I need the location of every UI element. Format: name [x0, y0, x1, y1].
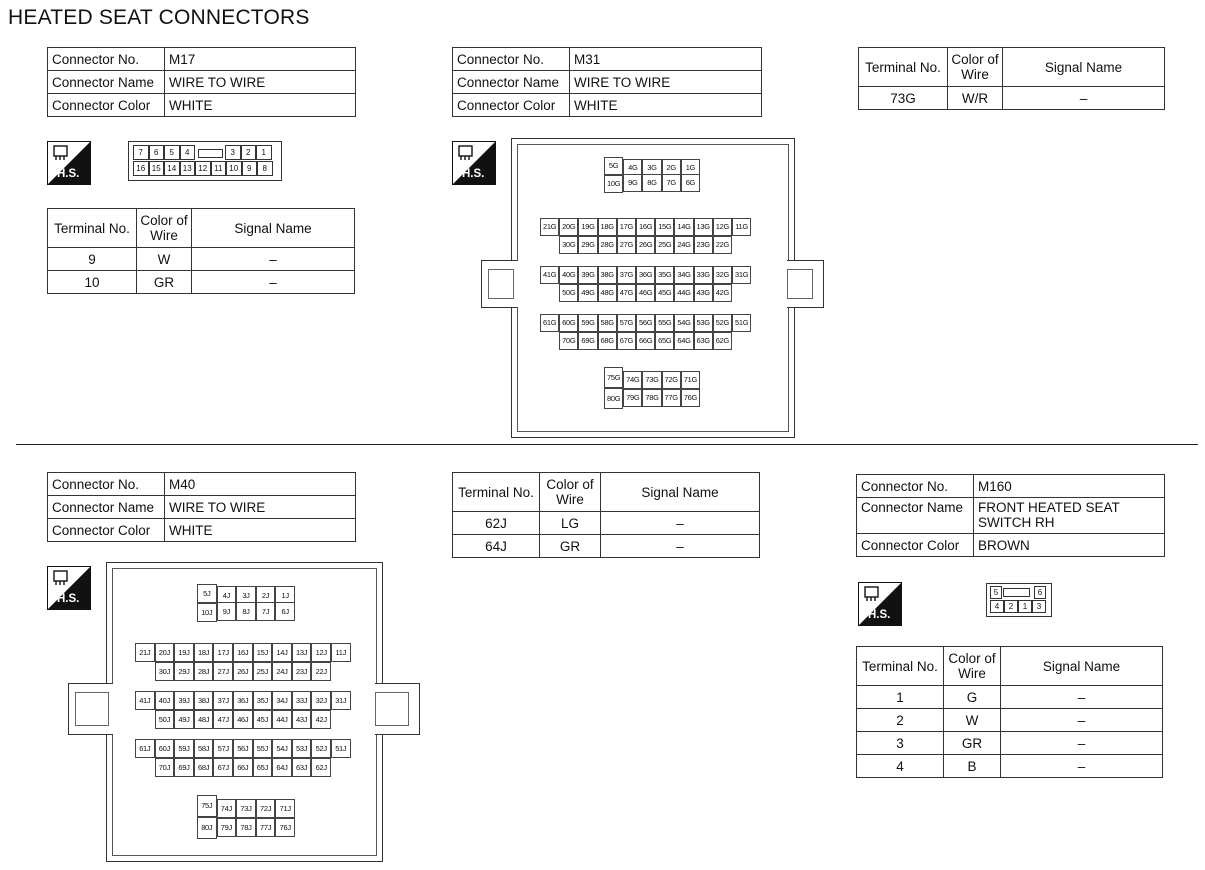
connector-pin: 13G — [694, 218, 713, 236]
label-connector-name: Connector Name — [453, 71, 570, 94]
connector-pin: 51G — [732, 314, 751, 332]
connector-pin: 17J — [213, 643, 233, 662]
header-terminal-no: Terminal No. — [857, 647, 944, 686]
latch-inner — [375, 692, 409, 726]
connector-pin: 46G — [636, 284, 655, 302]
connector-pin: 12G — [713, 218, 732, 236]
m160-connector-name: FRONT HEATED SEAT SWITCH RH — [974, 498, 1165, 534]
connector-pin: 39J — [174, 691, 194, 710]
connector-pin: 57G — [617, 314, 636, 332]
connector-pin: 24J — [272, 662, 292, 681]
connector-pin: 56G — [636, 314, 655, 332]
connector-pin: 48J — [194, 710, 214, 729]
connector-pin: 61G — [540, 314, 559, 332]
connector-pin: 58J — [194, 739, 214, 758]
connector-pin: 65G — [655, 332, 674, 350]
connector-pin: 16G — [636, 218, 655, 236]
connector-pin: 32J — [311, 691, 331, 710]
connector-pin: 20G — [559, 218, 578, 236]
connector-pin: 16J — [233, 643, 253, 662]
connector-pin: 60J — [155, 739, 175, 758]
connector-pin: 13 — [180, 161, 196, 176]
m40-connector-no: M40 — [165, 473, 356, 496]
connector-pin: 72G — [662, 371, 681, 389]
connector-pin: 9J — [217, 602, 237, 621]
connector-pin: 3 — [1032, 600, 1046, 613]
label-connector-color: Connector Color — [48, 519, 165, 542]
m160-connector-face — [986, 583, 1052, 617]
connector-pin: 40G — [559, 266, 578, 284]
section-divider — [16, 444, 1198, 445]
connector-side-latch-left — [481, 260, 518, 308]
connector-pin: 44G — [674, 284, 693, 302]
connector-pin: 43J — [292, 710, 312, 729]
connector-pin: 74J — [217, 799, 237, 818]
label-connector-color: Connector Color — [857, 534, 974, 557]
connector-pin: 40J — [155, 691, 175, 710]
connector-pin: 42G — [713, 284, 732, 302]
m31-connector-color: WHITE — [570, 94, 762, 117]
connector-pin: 8J — [236, 602, 256, 621]
connector-pin: 62G — [713, 332, 732, 350]
connector-pin: 48G — [598, 284, 617, 302]
connector-pin: 21G — [540, 218, 559, 236]
connector-pin: 68J — [194, 758, 214, 777]
connector-pin: 29J — [174, 662, 194, 681]
connector-pin: 22G — [713, 236, 732, 254]
table-row: 4 B – — [857, 755, 1163, 778]
connector-pin: 23G — [694, 236, 713, 254]
m17-connector-color: WHITE — [165, 94, 356, 117]
connector-pin: 78G — [642, 389, 661, 407]
connector-pin: 19J — [174, 643, 194, 662]
table-row: 62J LG – — [453, 512, 760, 535]
connector-pin: 79J — [217, 818, 237, 837]
connector-pin: 38G — [598, 266, 617, 284]
header-signal-name: Signal Name — [1003, 48, 1165, 87]
connector-pin: 51J — [331, 739, 351, 758]
connector-latch-slot — [195, 145, 225, 160]
connector-pin: 77J — [256, 818, 276, 837]
connector-pin: 26J — [233, 662, 253, 681]
connector-pin: 56J — [233, 739, 253, 758]
connector-pin: 34G — [674, 266, 693, 284]
connector-pin: 11 — [211, 161, 227, 176]
m40-connector-name: WIRE TO WIRE — [165, 496, 356, 519]
connector-pin: 31G — [732, 266, 751, 284]
m160-connector-no: M160 — [974, 475, 1165, 498]
connector-pin: 44J — [272, 710, 292, 729]
connector-pin: 4G — [623, 159, 642, 177]
connector-pin: 76G — [681, 389, 700, 407]
connector-pin: 22J — [311, 662, 331, 681]
connector-pin: 24G — [674, 236, 693, 254]
m31-info-table — [452, 47, 762, 117]
connector-pin: 79G — [623, 389, 642, 407]
connector-pin: 38J — [194, 691, 214, 710]
connector-pin: 61J — [135, 739, 155, 758]
hs-label: H.S. — [868, 609, 891, 621]
connector-pin: 37G — [617, 266, 636, 284]
connector-pin: 1J — [275, 586, 295, 605]
connector-pin: 1 — [1018, 600, 1032, 613]
connector-pin: 33G — [694, 266, 713, 284]
connector-pin: 59G — [578, 314, 597, 332]
connector-pin: 25G — [655, 236, 674, 254]
connector-pin: 77G — [662, 389, 681, 407]
connector-pin: 54G — [674, 314, 693, 332]
label-connector-no: Connector No. — [857, 475, 974, 498]
connector-pin: 5J — [197, 584, 217, 603]
connector-pin: 39G — [578, 266, 597, 284]
header-color-of-wire: Color of Wire — [137, 209, 192, 248]
connector-pin: 11G — [732, 218, 751, 236]
connector-pin: 62J — [311, 758, 331, 777]
connector-pin: 2G — [662, 159, 681, 177]
connector-pin: 11J — [331, 643, 351, 662]
header-color-of-wire: Color of Wire — [948, 48, 1003, 87]
header-color-of-wire: Color of Wire — [540, 473, 601, 512]
connector-pin: 10G — [604, 175, 623, 193]
header-terminal-no: Terminal No. — [859, 48, 948, 87]
connector-pin: 28J — [194, 662, 214, 681]
connector-pin: 18G — [598, 218, 617, 236]
connector-pin: 45J — [253, 710, 273, 729]
connector-pin: 80J — [197, 817, 217, 839]
connector-pin: 74G — [623, 371, 642, 389]
connector-pin: 4 — [180, 145, 196, 160]
connector-pin: 14J — [272, 643, 292, 662]
label-connector-no: Connector No. — [453, 48, 570, 71]
connector-pin: 37J — [213, 691, 233, 710]
connector-pin: 72J — [256, 799, 276, 818]
table-row: 73G W/R – — [859, 87, 1165, 110]
connector-pin: 41G — [540, 266, 559, 284]
connector-pin: 35G — [655, 266, 674, 284]
connector-pin: 71G — [681, 371, 700, 389]
m160-terminal-table — [856, 646, 1163, 778]
connector-pin: 6J — [275, 602, 295, 621]
m17-connector-no: M17 — [165, 48, 356, 71]
connector-pin: 71J — [275, 799, 295, 818]
connector-pin: 10 — [226, 161, 242, 176]
m40-terminal-table — [452, 472, 760, 558]
connector-pin: 29G — [578, 236, 597, 254]
m160-connector-color: BROWN — [974, 534, 1165, 557]
connector-pin: 66J — [233, 758, 253, 777]
hs-label: H.S. — [57, 593, 80, 605]
table-row: 2 W – — [857, 709, 1163, 732]
connector-pin: 76J — [275, 818, 295, 837]
connector-pin: 46J — [233, 710, 253, 729]
label-connector-no: Connector No. — [48, 48, 165, 71]
harness-side-icon — [452, 141, 496, 185]
connector-side-latch-left — [68, 683, 113, 735]
label-connector-color: Connector Color — [48, 94, 165, 117]
harness-side-icon — [47, 566, 91, 610]
connector-pin: 4J — [217, 586, 237, 605]
connector-pin: 3 — [225, 145, 241, 160]
connector-pin: 42J — [311, 710, 331, 729]
table-row: 64J GR – — [453, 535, 760, 558]
header-terminal-no: Terminal No. — [453, 473, 540, 512]
connector-pin: 7J — [256, 602, 276, 621]
connector-pin: 59J — [174, 739, 194, 758]
table-row: 3 GR – — [857, 732, 1163, 755]
connector-pin: 27J — [213, 662, 233, 681]
connector-pin: 47G — [617, 284, 636, 302]
connector-pin: 14 — [164, 161, 180, 176]
connector-pin: 69G — [578, 332, 597, 350]
m17-connector-name: WIRE TO WIRE — [165, 71, 356, 94]
header-signal-name: Signal Name — [192, 209, 355, 248]
connector-pin: 12 — [195, 161, 211, 176]
connector-pin: 78J — [236, 818, 256, 837]
header-signal-name: Signal Name — [601, 473, 760, 512]
m17-info-table — [47, 47, 356, 117]
m31-connector-no: M31 — [570, 48, 762, 71]
connector-pin: 45G — [655, 284, 674, 302]
connector-pin: 36J — [233, 691, 253, 710]
connector-pin: 8G — [642, 174, 661, 192]
latch-inner — [75, 692, 109, 726]
connector-pin: 49G — [578, 284, 597, 302]
page-title: HEATED SEAT CONNECTORS — [8, 6, 310, 29]
m31-connector-name: WIRE TO WIRE — [570, 71, 762, 94]
connector-pin: 5 — [164, 145, 180, 160]
connector-pin: 58G — [598, 314, 617, 332]
table-row: 1 G – — [857, 686, 1163, 709]
header-terminal-no: Terminal No. — [48, 209, 137, 248]
connector-pin: 1 — [256, 145, 272, 160]
connector-pin: 17G — [617, 218, 636, 236]
connector-pin: 19G — [578, 218, 597, 236]
connector-pin: 57J — [213, 739, 233, 758]
connector-pin: 64G — [674, 332, 693, 350]
connector-latch-slot — [1003, 588, 1030, 597]
connector-pin: 70J — [155, 758, 175, 777]
connector-pin: 2 — [241, 145, 257, 160]
connector-pin: 47J — [213, 710, 233, 729]
connector-pin: 75J — [197, 795, 217, 817]
connector-pin: 68G — [598, 332, 617, 350]
connector-pin: 43G — [694, 284, 713, 302]
connector-pin: 20J — [155, 643, 175, 662]
connector-pin: 10J — [197, 603, 217, 622]
latch-inner — [787, 269, 813, 299]
connector-pin: 16 — [133, 161, 149, 176]
m40-info-table — [47, 472, 356, 542]
m17-connector-face — [128, 141, 282, 181]
table-row: 9 W – — [48, 248, 355, 271]
connector-pin: 12J — [311, 643, 331, 662]
connector-pin: 25J — [253, 662, 273, 681]
connector-pin: 32G — [713, 266, 732, 284]
label-connector-name: Connector Name — [857, 498, 974, 534]
connector-pin: 67G — [617, 332, 636, 350]
connector-pin: 14G — [674, 218, 693, 236]
connector-pin: 5G — [604, 157, 623, 175]
connector-pin: 27G — [617, 236, 636, 254]
connector-pin: 2 — [1004, 600, 1018, 613]
connector-pin: 34J — [272, 691, 292, 710]
connector-pin: 15G — [655, 218, 674, 236]
connector-pin: 41J — [135, 691, 155, 710]
connector-pin: 66G — [636, 332, 655, 350]
header-signal-name: Signal Name — [1001, 647, 1163, 686]
connector-pin: 30G — [559, 236, 578, 254]
connector-pin: 70G — [559, 332, 578, 350]
connector-pin: 21J — [135, 643, 155, 662]
label-connector-name: Connector Name — [48, 71, 165, 94]
connector-pin: 8 — [257, 161, 273, 176]
connector-pin: 36G — [636, 266, 655, 284]
table-row: 10 GR – — [48, 271, 355, 294]
connector-pin: 13J — [292, 643, 312, 662]
connector-pin: 30J — [155, 662, 175, 681]
connector-pin: 80G — [604, 388, 623, 409]
connector-pin: 53J — [292, 739, 312, 758]
harness-side-icon — [858, 582, 902, 626]
connector-pin: 7 — [133, 145, 149, 160]
m160-info-table — [856, 474, 1165, 557]
hs-label: H.S. — [57, 168, 80, 180]
connector-side-latch-right — [375, 683, 420, 735]
harness-side-icon — [47, 141, 91, 185]
connector-pin: 55J — [253, 739, 273, 758]
connector-pin: 5 — [990, 586, 1002, 599]
connector-pin: 65J — [253, 758, 273, 777]
connector-pin: 63G — [694, 332, 713, 350]
connector-side-latch-right — [787, 260, 824, 308]
m31-terminal-table — [858, 47, 1165, 110]
connector-pin: 73G — [642, 371, 661, 389]
connector-pin: 54J — [272, 739, 292, 758]
label-connector-name: Connector Name — [48, 496, 165, 519]
connector-pin: 73J — [236, 799, 256, 818]
connector-pin: 69J — [174, 758, 194, 777]
m17-terminal-table — [47, 208, 355, 294]
connector-pin: 75G — [604, 367, 623, 388]
connector-pin: 35J — [253, 691, 273, 710]
connector-pin: 31J — [331, 691, 351, 710]
connector-pin: 53G — [694, 314, 713, 332]
header-color-of-wire: Color of Wire — [944, 647, 1001, 686]
connector-pin: 6 — [1034, 586, 1046, 599]
label-connector-no: Connector No. — [48, 473, 165, 496]
connector-pin: 7G — [662, 174, 681, 192]
latch-inner — [488, 269, 514, 299]
label-connector-color: Connector Color — [453, 94, 570, 117]
connector-pin: 9G — [623, 174, 642, 192]
connector-pin: 6 — [149, 145, 165, 160]
connector-pin: 50G — [559, 284, 578, 302]
connector-pin: 63J — [292, 758, 312, 777]
connector-pin: 55G — [655, 314, 674, 332]
latch-rect — [198, 149, 223, 158]
connector-pin: 64J — [272, 758, 292, 777]
connector-pin: 3G — [642, 159, 661, 177]
connector-pin: 33J — [292, 691, 312, 710]
connector-pin: 67J — [213, 758, 233, 777]
connector-pin: 23J — [292, 662, 312, 681]
connector-pin: 49J — [174, 710, 194, 729]
hs-label: H.S. — [462, 168, 485, 180]
m40-connector-color: WHITE — [165, 519, 356, 542]
connector-pin: 3J — [236, 586, 256, 605]
connector-pin: 1G — [681, 159, 700, 177]
connector-pin: 15J — [253, 643, 273, 662]
connector-pin: 52J — [311, 739, 331, 758]
connector-pin: 6G — [681, 174, 700, 192]
connector-pin: 18J — [194, 643, 214, 662]
connector-pin: 9 — [242, 161, 258, 176]
connector-pin: 28G — [598, 236, 617, 254]
connector-pin: 60G — [559, 314, 578, 332]
connector-pin: 50J — [155, 710, 175, 729]
connector-pin: 15 — [149, 161, 165, 176]
connector-pin: 26G — [636, 236, 655, 254]
connector-pin: 52G — [713, 314, 732, 332]
connector-pin: 2J — [256, 586, 276, 605]
connector-pin: 4 — [990, 600, 1004, 613]
